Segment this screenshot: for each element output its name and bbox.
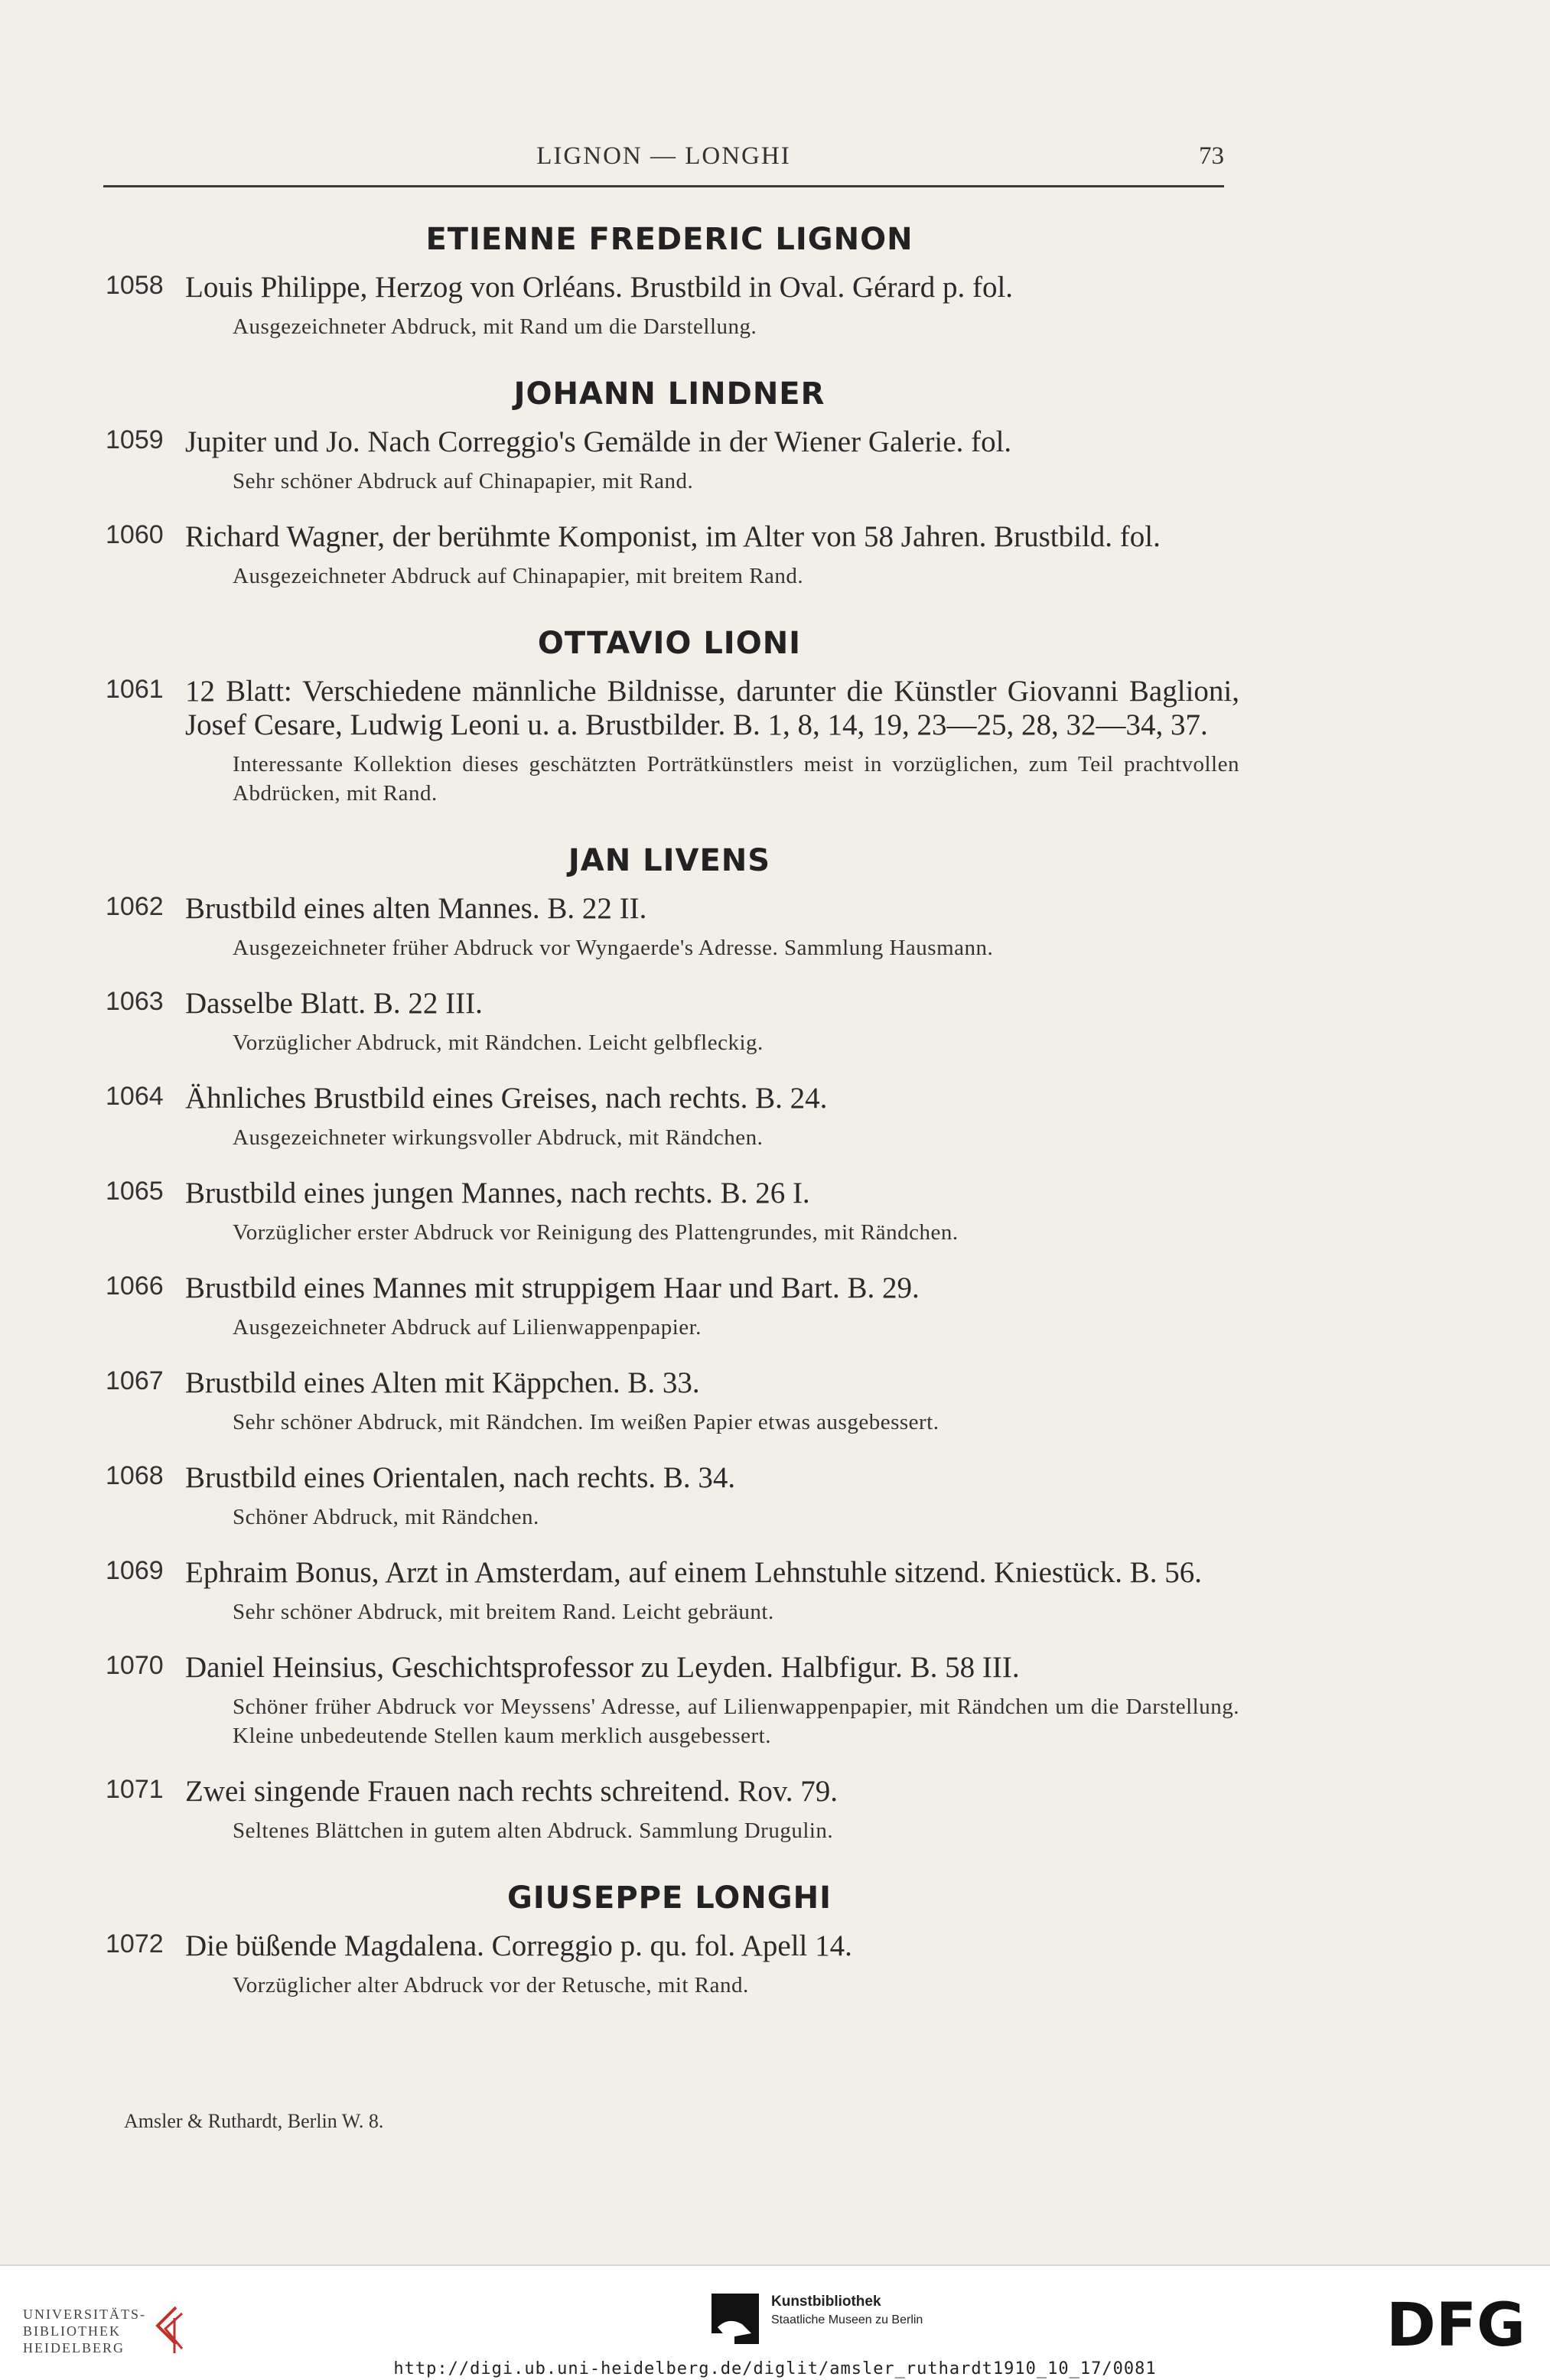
entry-title: Ephraim Bonus, Arzt in Amsterdam, auf einem Lehnstuhle sitzend. Kniestück. B. 56. xyxy=(185,1556,1203,1589)
entry-title: 12 Blatt: Verschiedene männliche Bildnisse, darunter die Künstler Giovanni Baglioni, Josef Cesare, Ludwig Leoni u. a. Brustbilder. B. 1, 8, 14, 19, 23—25, 28, 32—34, 37. xyxy=(185,675,1239,741)
catalog-entry xyxy=(99,987,1239,1057)
catalog-entry xyxy=(99,520,1239,591)
lot-number: 1062 xyxy=(106,892,164,921)
lot-number: 1071 xyxy=(106,1775,164,1804)
lot-number: 1063 xyxy=(106,987,164,1016)
page-number: 73 xyxy=(1199,142,1224,170)
entry-title: Die büßende Magdalena. Correggio p. qu. fol. Apell 14. xyxy=(185,1929,852,1962)
entry-condition-note: Schöner früher Abdruck vor Meyssens' Adresse, auf Lilienwappenpapier, mit Rändchen um die Darstellung. Kleine unbedeutende Stellen kaum merklich ausgebessert. xyxy=(233,1695,1239,1748)
catalog-entry xyxy=(99,675,1239,808)
artist-heading: JOHANN LINDNER xyxy=(513,376,825,412)
kunstbibliothek-label xyxy=(771,2294,923,2327)
dfg-logo xyxy=(1386,2294,1532,2355)
digitization-bar xyxy=(0,2264,1550,2380)
entry-condition-note: Ausgezeichneter Abdruck auf Lilienwappenpapier. xyxy=(233,1315,702,1340)
entry-title: Richard Wagner, der berühmte Komponist, im Alter von 58 Jahren. Brustbild. fol. xyxy=(185,520,1161,553)
entry-title: Dasselbe Blatt. B. 22 III. xyxy=(185,987,483,1020)
library-subtitle: Staatliche Museen zu Berlin xyxy=(771,2313,923,2326)
entry-condition-note: Ausgezeichneter Abdruck, mit Rand um die Darstellung. xyxy=(233,314,757,339)
entry-condition-note: Sehr schöner Abdruck, mit breitem Rand. Leicht gebräunt. xyxy=(233,1600,774,1624)
entry-title: Ähnliches Brustbild eines Greises, nach rechts. B. 24. xyxy=(185,1082,828,1115)
entry-title: Zwei singende Frauen nach rechts schreitend. Rov. 79. xyxy=(185,1775,838,1808)
dfg-logo-text: DFG xyxy=(1386,2294,1526,2355)
lot-number: 1070 xyxy=(106,1651,164,1680)
entry-condition-note: Ausgezeichneter wirkungsvoller Abdruck, mit Rändchen. xyxy=(233,1125,764,1150)
entry-title: Brustbild eines Alten mit Käppchen. B. 33. xyxy=(185,1366,700,1399)
entry-condition-note: Schöner Abdruck, mit Rändchen. xyxy=(233,1505,539,1529)
lot-number: 1072 xyxy=(106,1929,164,1958)
catalog-entry xyxy=(99,1556,1239,1626)
lot-number: 1059 xyxy=(106,425,164,454)
lot-number: 1058 xyxy=(106,271,164,300)
lot-number: 1066 xyxy=(106,1271,164,1301)
catalog-content xyxy=(99,222,1239,2035)
entry-condition-note: Vorzüglicher erster Abdruck vor Reinigung des Plattengrundes, mit Rändchen. xyxy=(233,1220,959,1245)
artist-section xyxy=(99,843,1239,1845)
lot-number: 1064 xyxy=(106,1082,164,1111)
artist-section xyxy=(99,376,1239,591)
entry-condition-note: Sehr schöner Abdruck auf Chinapapier, mit Rand. xyxy=(233,469,694,493)
kunstbibliothek-logo-icon xyxy=(712,2294,759,2344)
library-name: Kunstbibliothek xyxy=(771,2294,881,2310)
lot-number: 1069 xyxy=(106,1556,164,1585)
entry-title: Brustbild eines alten Mannes. B. 22 II. xyxy=(185,892,647,925)
entry-condition-note: Vorzüglicher Abdruck, mit Rändchen. Leicht gelbfleckig. xyxy=(233,1030,764,1055)
catalog-entry xyxy=(99,1082,1239,1152)
catalog-entry xyxy=(99,271,1239,341)
entry-title: Brustbild eines Orientalen, nach rechts. B. 34. xyxy=(185,1461,736,1494)
artist-heading: GIUSEPPE LONGHI xyxy=(507,1880,832,1916)
catalog-entry xyxy=(99,1929,1239,2000)
lot-number: 1065 xyxy=(106,1177,164,1206)
lot-number: 1061 xyxy=(106,675,164,704)
artist-heading: JAN LIVENS xyxy=(568,843,771,878)
publisher-footer: Amsler & Ruthardt, Berlin W. 8. xyxy=(124,2110,384,2132)
university-library-logo-text xyxy=(23,2306,146,2356)
header-rule xyxy=(103,185,1224,187)
university-line: BIBLIOTHEK xyxy=(23,2323,121,2339)
entry-condition-note: Ausgezeichneter Abdruck auf Chinapapier, mit breitem Rand. xyxy=(233,564,804,588)
university-line: UNIVERSITÄTS- xyxy=(23,2307,146,2322)
artist-section xyxy=(99,222,1239,341)
artist-heading: ETIENNE FREDERIC LIGNON xyxy=(425,222,913,257)
catalog-entry xyxy=(99,1271,1239,1342)
entry-title: Daniel Heinsius, Geschichtsprofessor zu Leyden. Halbfigur. B. 58 III. xyxy=(185,1651,1020,1684)
catalog-entry xyxy=(99,1177,1239,1247)
catalog-entry xyxy=(99,1651,1239,1750)
catalog-entry xyxy=(99,1366,1239,1437)
lot-number: 1067 xyxy=(106,1366,164,1395)
university-library-mark-icon xyxy=(147,2303,193,2356)
entry-condition-note: Sehr schöner Abdruck, mit Rändchen. Im weißen Papier etwas ausgebessert. xyxy=(233,1410,939,1434)
catalog-entry xyxy=(99,1461,1239,1532)
artist-heading: OTTAVIO LIONI xyxy=(537,626,802,661)
running-head xyxy=(103,142,1224,177)
university-line: HEIDELBERG xyxy=(23,2340,125,2356)
entry-title: Brustbild eines Mannes mit struppigem Haar und Bart. B. 29. xyxy=(185,1271,920,1304)
source-url-link[interactable]: http://digi.ub.uni-heidelberg.de/diglit/amsler_ruthardt1910_10_17/0081 xyxy=(393,2359,1157,2378)
catalog-entry xyxy=(99,892,1239,962)
entry-title: Jupiter und Jo. Nach Correggio's Gemälde in der Wiener Galerie. fol. xyxy=(185,425,1012,458)
artist-section xyxy=(99,1880,1239,2000)
lot-number: 1060 xyxy=(106,520,164,549)
running-title: LIGNON — LONGHI xyxy=(536,142,791,170)
artist-section xyxy=(99,626,1239,808)
entry-title: Louis Philippe, Herzog von Orléans. Brustbild in Oval. Gérard p. fol. xyxy=(185,271,1014,304)
entry-title: Brustbild eines jungen Mannes, nach rechts. B. 26 I. xyxy=(185,1177,810,1210)
catalog-entry xyxy=(99,1775,1239,1845)
entry-condition-note: Ausgezeichneter früher Abdruck vor Wyngaerde's Adresse. Sammlung Hausmann. xyxy=(233,936,994,960)
entry-condition-note: Vorzüglicher alter Abdruck vor der Retusche, mit Rand. xyxy=(233,1973,749,1997)
catalog-entry xyxy=(99,425,1239,496)
lot-number: 1068 xyxy=(106,1461,164,1490)
entry-condition-note: Seltenes Blättchen in gutem alten Abdruck. Sammlung Drugulin. xyxy=(233,1818,834,1843)
entry-condition-note: Interessante Kollektion dieses geschätzten Porträtkünstlers meist in vorzüglichen, zum Teil prachtvollen Abdrücken, mit Rand. xyxy=(233,752,1239,806)
